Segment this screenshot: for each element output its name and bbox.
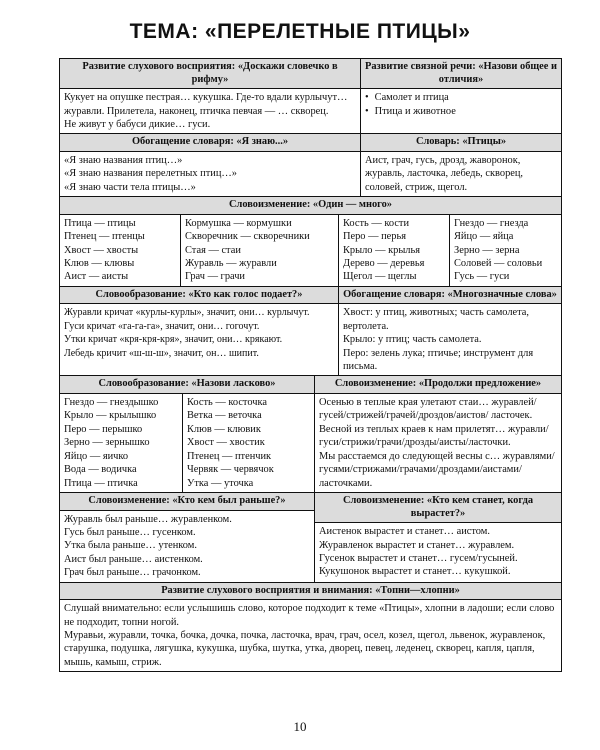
list-item: • Птица и животное bbox=[365, 105, 557, 118]
text-paragraph: Крыло: у птиц; часть самолета. bbox=[343, 334, 482, 346]
word-pair: Грач — грачи bbox=[185, 271, 245, 283]
text-line: Аист был раньше… аистенком. bbox=[64, 553, 203, 565]
section-was-and-will-be bbox=[60, 492, 561, 582]
one-many-grid bbox=[60, 214, 561, 286]
text-line: журавли. Прилетела, наконец, птичка певчая — … скворец. bbox=[64, 105, 329, 117]
text-paragraph: Слушай внимательно: если услышишь слово, которое подходит к теме «Птицы», хлопни в ладоши; если слово не подходит, топни ногой. bbox=[64, 603, 555, 628]
text-line: Гусенок вырастет и станет… гусем/гусыней. bbox=[319, 552, 518, 564]
word-column bbox=[449, 215, 561, 286]
birds-vocabulary-body: Аист, грач, гусь, дрозд, жаворонок, журавль, ласточка, лебедь, скворец, соловей, стриж, щегол. bbox=[361, 151, 561, 196]
word-pair: Соловей — соловьи bbox=[454, 258, 543, 270]
continue-sentence-body bbox=[315, 393, 561, 492]
word-pair: Крыло — крылышко bbox=[64, 410, 157, 422]
word-pair: Гнездо — гнездышко bbox=[64, 397, 159, 409]
will-become-body bbox=[315, 522, 561, 581]
rhyme-exercise-body bbox=[60, 88, 360, 133]
text-paragraph: Муравьи, журавли, точка, бочка, дочка, почка, ласточка, врач, грач, осел, козел, щегол, львенок, журавленок, старушка, подушка, лягушка, кукушка, шубка, шутка, утка, дворец, певец, леденец, скворец, капля, цапля, мышь, камыш, стриж. bbox=[64, 629, 546, 668]
diminutive-exercise-title: Словообразование: «Назови ласково» bbox=[60, 376, 314, 393]
word-pair: Щегол — щеглы bbox=[343, 271, 417, 283]
word-pair: Перо — перья bbox=[343, 231, 406, 243]
text-paragraph: Хвост: у птиц, животных; часть самолета, вертолета. bbox=[343, 307, 530, 332]
word-pair: Кость — кости bbox=[343, 217, 410, 229]
voices-exercise-title: Словообразование: «Кто как голос подает?» bbox=[60, 287, 338, 304]
word-pair: Яйцо — яйца bbox=[454, 231, 514, 243]
section-diminutive-and-continue bbox=[60, 375, 561, 491]
text-line: Утки кричат «кря-кря-кря», значит, они… крякают. bbox=[64, 334, 283, 346]
word-pair: Клюв — клювик bbox=[187, 423, 261, 435]
word-pair: Гусь — гуси bbox=[454, 271, 510, 283]
text-paragraph: Мы расстаемся до следующей весны с… журавлями/гусями/стрижами/грачами/дроздами/аистами/ласточками. bbox=[319, 450, 555, 489]
text-line: «Я знаю названия перелетных птиц…» bbox=[64, 168, 237, 180]
compare-exercise-title: Развитие связной речи: «Назови общее и отличия» bbox=[361, 59, 561, 88]
text-line: Грач был раньше… грачонком. bbox=[64, 567, 201, 579]
word-pair: Птенец — птенчик bbox=[187, 450, 272, 462]
was-before-body bbox=[60, 510, 314, 582]
text-paragraph: Весной из теплых краев к нам прилетят… журавли/гуси/стрижи/грачи/дрозды/аисты/ласточки. bbox=[319, 423, 549, 449]
word-pair: Кормушка — кормушки bbox=[185, 217, 292, 229]
word-pair: Журавль — журавли bbox=[185, 258, 277, 270]
word-pair: Птица — птичка bbox=[64, 477, 138, 489]
word-pair: Яйцо — яичко bbox=[64, 450, 129, 462]
voices-exercise-body bbox=[60, 303, 338, 362]
word-pair: Червяк — червячок bbox=[187, 464, 274, 476]
text-line: Гусь был раньше… гусенком. bbox=[64, 526, 196, 538]
word-pair: Утка — уточка bbox=[187, 477, 254, 489]
text-line: Лебедь кричит «ш-ш-ш», значит, он… шипит. bbox=[64, 347, 259, 359]
word-pair: Стая — стаи bbox=[185, 244, 241, 256]
word-pair: Птица — птицы bbox=[64, 217, 136, 229]
word-pair: Аист — аисты bbox=[64, 271, 129, 283]
word-pair: Дерево — деревья bbox=[343, 258, 425, 270]
word-pair: Кость — косточка bbox=[187, 397, 267, 409]
voices-exercise bbox=[60, 287, 338, 376]
section-rhyme-and-compare bbox=[60, 59, 561, 133]
text-line: Журавли кричат «курлы-курлы», значит, они… курлычут. bbox=[64, 307, 310, 319]
text-line: Гуси кричат «га-га-га», значит, они… гогочут. bbox=[64, 320, 260, 332]
word-pair: Ветка — веточка bbox=[187, 410, 262, 422]
word-column bbox=[60, 215, 180, 286]
rhyme-exercise-title: Развитие слухового восприятия: «Доскажи словечко в рифму» bbox=[60, 59, 360, 88]
i-know-exercise bbox=[60, 134, 360, 196]
i-know-exercise-body bbox=[60, 151, 360, 196]
one-many-title: Словоизменение: «Один — много» bbox=[60, 197, 561, 214]
was-before-exercise bbox=[60, 493, 314, 582]
word-column bbox=[338, 215, 449, 286]
text-line: «Я знаю части тела птицы…» bbox=[64, 181, 196, 193]
page-number: 10 bbox=[293, 719, 307, 734]
diminutive-exercise bbox=[60, 376, 314, 491]
word-column bbox=[60, 394, 182, 492]
word-pair: Вода — водичка bbox=[64, 464, 137, 476]
word-pair: Перо — перышко bbox=[64, 423, 143, 435]
continue-sentence-title: Словоизменение: «Продолжи предложение» bbox=[315, 376, 561, 393]
diminutive-grid bbox=[60, 393, 314, 492]
was-before-title: Словоизменение: «Кто кем был раньше?» bbox=[60, 493, 314, 510]
word-column bbox=[182, 394, 314, 492]
text-line: Журавль был раньше… журавленком. bbox=[64, 513, 232, 525]
word-pair: Гнездо — гнезда bbox=[454, 217, 529, 229]
text-line: Кукушонок вырастет и станет… кукушкой. bbox=[319, 566, 511, 578]
word-pair: Хвост — хвостик bbox=[187, 437, 265, 449]
word-pair: Хвост — хвосты bbox=[64, 244, 139, 256]
text-line: Журавленок вырастет и станет… журавлем. bbox=[319, 539, 515, 551]
birds-vocabulary-title: Словарь: «Птицы» bbox=[361, 134, 561, 151]
section-voices-and-meanings bbox=[60, 286, 561, 376]
stomp-clap-body bbox=[60, 599, 561, 671]
text-line: Аистенок вырастет и станет… аистом. bbox=[319, 526, 490, 538]
word-pair: Клюв — клювы bbox=[64, 258, 135, 270]
text-paragraph: Перо: зелень лука; птичье; инструмент для письма. bbox=[343, 347, 534, 373]
text-line: Кукует на опушке пестрая… кукушка. Где-то вдали курлычут… bbox=[64, 92, 348, 104]
word-pair: Крыло — крылья bbox=[343, 244, 421, 256]
page-title: ТЕМА: «ПЕРЕЛЕТНЫЕ ПТИЦЫ» bbox=[129, 20, 471, 43]
continue-sentence-exercise bbox=[314, 376, 561, 491]
section-one-many bbox=[60, 196, 561, 286]
section-vocabulary bbox=[60, 133, 561, 196]
text-line: Утка была раньше… утенком. bbox=[64, 540, 197, 552]
text-paragraph: Осенью в теплые края улетают стаи… журавлей/гусей/стрижей/грачей/дроздов/аистов/ ласточек. bbox=[319, 397, 537, 422]
section-stomp-clap bbox=[60, 582, 561, 672]
will-become-exercise bbox=[314, 493, 561, 582]
will-become-title: Словоизменение: «Кто кем станет, когда вырастет?» bbox=[315, 493, 561, 522]
i-know-exercise-title: Обогащение словаря: «Я знаю...» bbox=[60, 134, 360, 151]
word-pair: Зерно — зерна bbox=[454, 244, 520, 256]
meanings-exercise-title: Обогащение словаря: «Многозначные слова» bbox=[339, 287, 561, 304]
compare-exercise bbox=[360, 59, 561, 133]
compare-exercise-body bbox=[361, 88, 561, 120]
text-line: «Я знаю названия птиц…» bbox=[64, 155, 183, 166]
word-pair: Скворечник — скворечники bbox=[185, 231, 310, 243]
word-column bbox=[180, 215, 338, 286]
rhyme-exercise bbox=[60, 59, 360, 133]
birds-vocabulary bbox=[360, 134, 561, 196]
word-pair: Зерно — зернышко bbox=[64, 437, 150, 449]
meanings-exercise bbox=[338, 287, 561, 376]
text-line: Не живут у бабуси дикие… гуси. bbox=[64, 119, 211, 130]
worksheet-table bbox=[59, 58, 562, 672]
word-pair: Птенец — птенцы bbox=[64, 231, 145, 243]
meanings-exercise-body bbox=[339, 303, 561, 375]
list-item: • Самолет и птица bbox=[365, 91, 557, 104]
stomp-clap-title: Развитие слухового восприятия и внимания: «Топни—хлопни» bbox=[60, 583, 561, 600]
